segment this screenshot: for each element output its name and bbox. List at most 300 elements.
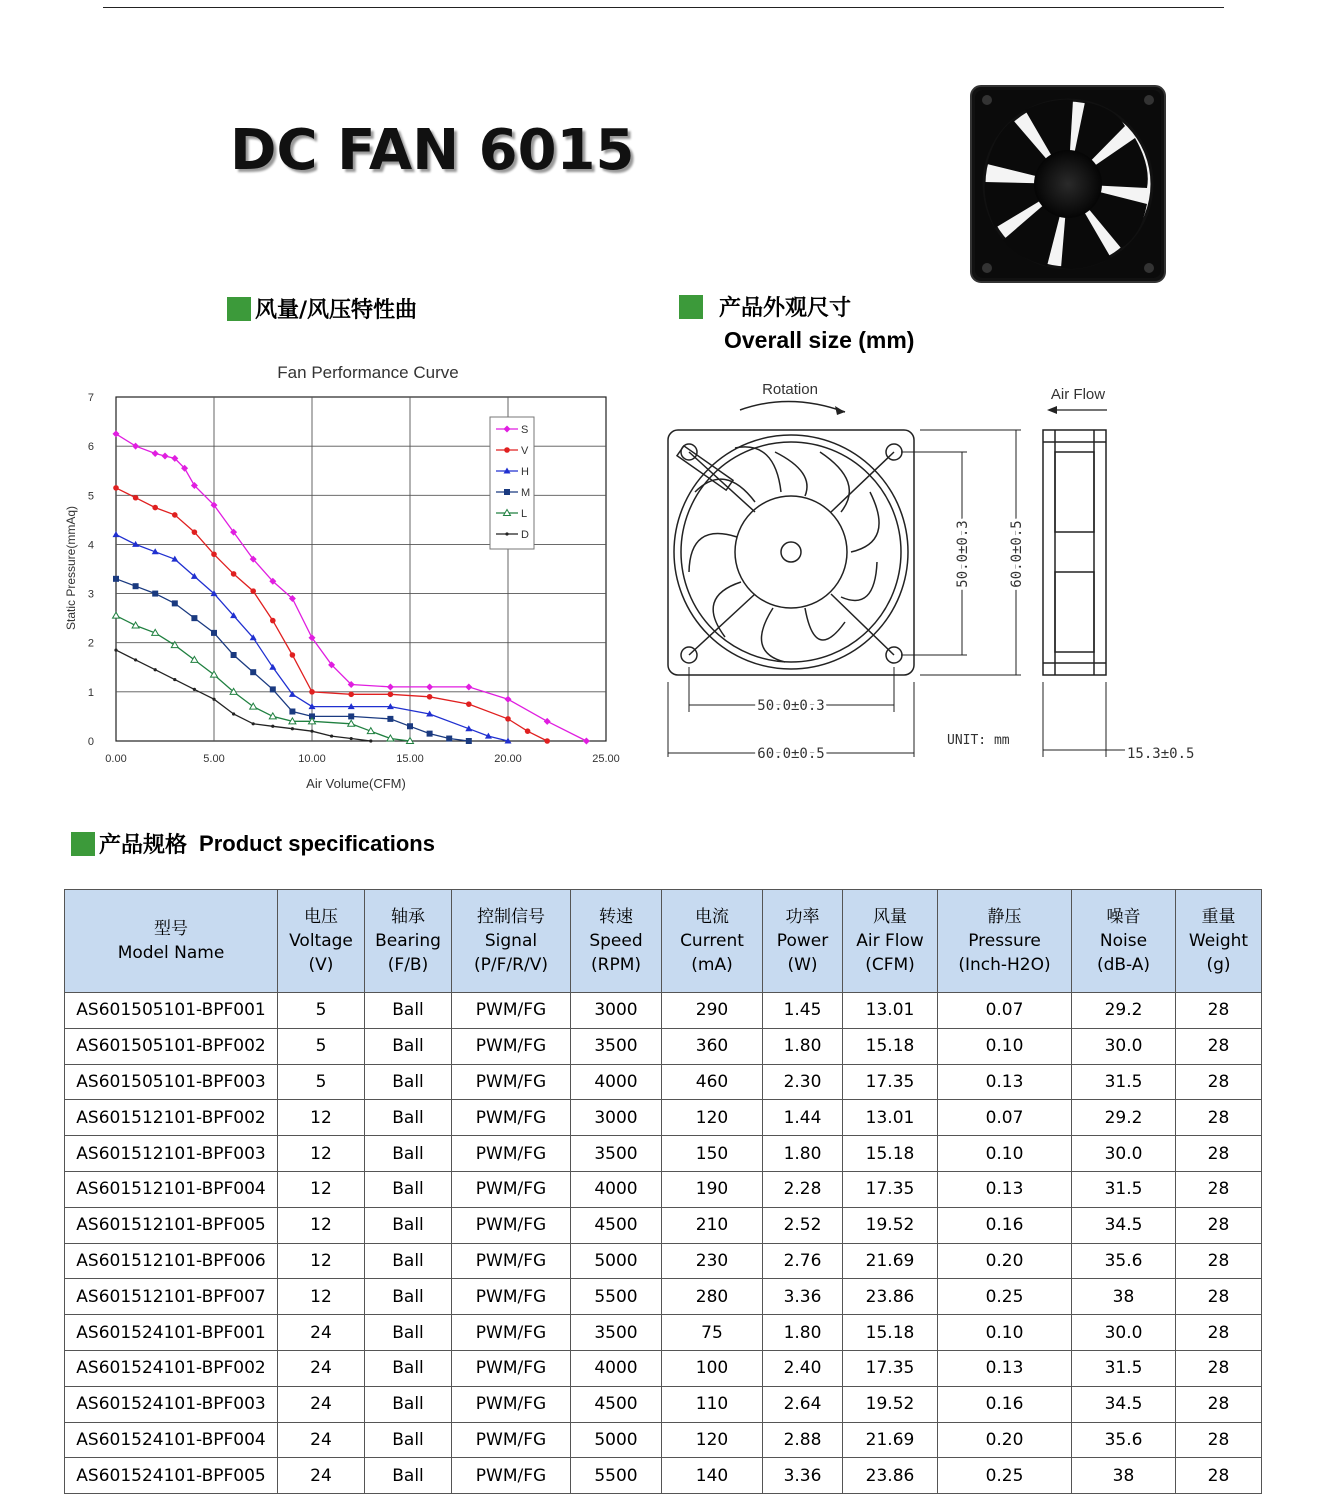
- airflow-label: Air Flow: [1050, 386, 1106, 403]
- data-point: [271, 725, 274, 728]
- x-tick-label: 0.00: [105, 753, 127, 765]
- table-cell: 5000: [571, 1422, 662, 1458]
- table-cell: 460: [662, 1064, 763, 1100]
- curve-section-heading: [227, 293, 417, 324]
- green-square-icon: [679, 295, 703, 319]
- table-cell: AS601524101-BPF001: [65, 1315, 278, 1351]
- table-cell: 23.86: [843, 1279, 938, 1315]
- data-point: [269, 713, 276, 719]
- column-header: [938, 890, 1072, 993]
- table-cell: PWM/FG: [452, 1207, 571, 1243]
- data-point: [525, 728, 531, 734]
- table-cell: AS601524101-BPF004: [65, 1422, 278, 1458]
- column-header: [452, 890, 571, 993]
- column-header: [763, 890, 843, 993]
- table-cell: 230: [662, 1243, 763, 1279]
- table-cell: 5000: [571, 1243, 662, 1279]
- page-title: DC FAN 6015: [230, 118, 635, 183]
- table-cell: 31.5: [1072, 1064, 1176, 1100]
- column-header: [662, 890, 763, 993]
- table-cell: 4000: [571, 1064, 662, 1100]
- spec-heading-en: Product specifications: [199, 830, 435, 856]
- table-cell: Ball: [365, 1386, 452, 1422]
- data-point: [446, 736, 452, 742]
- table-cell: 1.80: [763, 1028, 843, 1064]
- table-cell: 0.07: [938, 993, 1072, 1029]
- y-tick-label: 4: [87, 539, 94, 552]
- table-cell: AS601524101-BPF005: [65, 1458, 278, 1494]
- table-cell: 100: [662, 1350, 763, 1386]
- table-cell: 280: [662, 1279, 763, 1315]
- table-cell: 75: [662, 1315, 763, 1351]
- data-point: [113, 612, 120, 618]
- data-point: [465, 683, 472, 690]
- table-row: [65, 1386, 1262, 1422]
- chart-title: Fan Performance Curve: [277, 363, 459, 382]
- table-cell: PWM/FG: [452, 1136, 571, 1172]
- dim-outer-horizontal: 60.0±0.5: [757, 746, 825, 762]
- column-header: [1176, 890, 1262, 993]
- table-cell: AS601512101-BPF007: [65, 1279, 278, 1315]
- table-cell: PWM/FG: [452, 1028, 571, 1064]
- data-point: [152, 505, 158, 511]
- data-point: [504, 489, 510, 495]
- column-header: [1072, 890, 1176, 993]
- column-header-en: Weight: [1188, 931, 1249, 951]
- data-point: [252, 722, 255, 725]
- data-point: [231, 571, 237, 577]
- table-cell: 0.07: [938, 1100, 1072, 1136]
- y-tick-label: 1: [87, 686, 94, 699]
- table-cell: 0.10: [938, 1315, 1072, 1351]
- table-cell: PWM/FG: [452, 1279, 571, 1315]
- table-cell: 28: [1176, 1171, 1262, 1207]
- table-cell: 110: [662, 1386, 763, 1422]
- x-tick-label: 15.00: [396, 753, 424, 765]
- data-point: [193, 688, 196, 691]
- table-cell: 4500: [571, 1207, 662, 1243]
- table-cell: 2.40: [763, 1350, 843, 1386]
- table-cell: PWM/FG: [452, 1100, 571, 1136]
- column-header-en: Bearing: [375, 931, 441, 951]
- table-cell: 24: [278, 1458, 365, 1494]
- table-row: [65, 1136, 1262, 1172]
- table-cell: 3.36: [763, 1458, 843, 1494]
- table-cell: 0.25: [938, 1458, 1072, 1494]
- y-tick-label: 3: [87, 588, 94, 601]
- series-L: [113, 612, 414, 743]
- data-point: [310, 730, 313, 733]
- column-header-cn: 转速: [599, 907, 633, 927]
- data-point: [504, 447, 510, 453]
- dim-inner-horizontal: 50.0±0.3: [757, 698, 825, 714]
- table-row: [65, 1171, 1262, 1207]
- table-cell: 17.35: [843, 1064, 938, 1100]
- table-cell: Ball: [365, 1279, 452, 1315]
- table-cell: 15.18: [843, 1136, 938, 1172]
- data-point: [290, 652, 296, 658]
- data-point: [369, 739, 372, 742]
- dim-inner-vertical: 50.0±0.3: [955, 520, 971, 588]
- table-cell: 12: [278, 1207, 365, 1243]
- table-cell: 3500: [571, 1028, 662, 1064]
- data-point: [152, 450, 159, 457]
- data-point: [387, 716, 393, 722]
- fan-performance-chart: [58, 355, 638, 800]
- y-axis-label: Static Pressure(mmAq): [64, 505, 78, 631]
- table-cell: 3000: [571, 1100, 662, 1136]
- column-header: [278, 890, 365, 993]
- table-cell: 28: [1176, 1422, 1262, 1458]
- rotation-arrow: [740, 401, 845, 412]
- table-cell: 0.13: [938, 1350, 1072, 1386]
- table-cell: 28: [1176, 1028, 1262, 1064]
- table-cell: 34.5: [1072, 1386, 1176, 1422]
- table-cell: 2.30: [763, 1064, 843, 1100]
- series-line: [116, 579, 469, 741]
- table-cell: AS601524101-BPF002: [65, 1350, 278, 1386]
- table-row: [65, 1064, 1262, 1100]
- side-view: [1043, 430, 1106, 675]
- table-cell: 120: [662, 1100, 763, 1136]
- table-cell: 5500: [571, 1279, 662, 1315]
- curve-heading-text: 风量/风压特性曲: [255, 298, 418, 323]
- table-cell: 360: [662, 1028, 763, 1064]
- column-header-en: Speed: [589, 931, 643, 951]
- table-cell: 5500: [571, 1458, 662, 1494]
- table-cell: 1.45: [763, 993, 843, 1029]
- table-cell: 0.25: [938, 1279, 1072, 1315]
- table-row: [65, 1458, 1262, 1494]
- table-cell: 120: [662, 1422, 763, 1458]
- data-point: [350, 737, 353, 740]
- column-header-unit: (F/B): [387, 955, 429, 975]
- table-cell: 34.5: [1072, 1207, 1176, 1243]
- data-point: [211, 630, 217, 636]
- column-header-en: Voltage: [289, 931, 353, 951]
- chart-legend: [490, 417, 534, 549]
- data-point: [387, 683, 394, 690]
- table-cell: 29.2: [1072, 1100, 1176, 1136]
- table-cell: Ball: [365, 1100, 452, 1136]
- column-header-cn: 功率: [785, 907, 820, 927]
- table-cell: 28: [1176, 1279, 1262, 1315]
- table-cell: PWM/FG: [452, 1350, 571, 1386]
- column-header: [365, 890, 452, 993]
- column-header-en: Air Flow: [856, 931, 924, 951]
- table-cell: 3500: [571, 1136, 662, 1172]
- data-point: [330, 734, 333, 737]
- table-cell: 13.01: [843, 993, 938, 1029]
- table-cell: 3000: [571, 993, 662, 1029]
- column-header: [65, 890, 278, 993]
- table-cell: AS601512101-BPF002: [65, 1100, 278, 1136]
- table-cell: 15.18: [843, 1028, 938, 1064]
- table-cell: 28: [1176, 1315, 1262, 1351]
- column-header-cn: 风量: [873, 907, 907, 927]
- table-cell: 2.52: [763, 1207, 843, 1243]
- series-V: [113, 485, 550, 744]
- table-cell: 31.5: [1072, 1171, 1176, 1207]
- table-row: [65, 1350, 1262, 1386]
- table-cell: Ball: [365, 1422, 452, 1458]
- table-cell: 1.80: [763, 1136, 843, 1172]
- rotation-label: Rotation: [762, 381, 818, 398]
- table-cell: 28: [1176, 1350, 1262, 1386]
- table-cell: 0.20: [938, 1243, 1072, 1279]
- spec-table: [64, 889, 1262, 1494]
- data-point: [232, 712, 235, 715]
- size-heading-text: 产品外观尺寸: [719, 296, 852, 321]
- table-cell: AS601505101-BPF003: [65, 1064, 278, 1100]
- column-header-en: Power: [776, 931, 829, 951]
- data-point: [114, 648, 117, 651]
- table-row: [65, 1100, 1262, 1136]
- column-header-unit: (mA): [691, 955, 733, 975]
- table-cell: 13.01: [843, 1100, 938, 1136]
- y-tick-label: 7: [87, 392, 94, 404]
- data-point: [348, 692, 354, 698]
- table-cell: Ball: [365, 1350, 452, 1386]
- data-point: [162, 452, 169, 459]
- y-tick-label: 2: [87, 637, 94, 650]
- size-subheading: Overall size (mm): [724, 327, 915, 353]
- data-point: [388, 692, 394, 698]
- table-cell: AS601512101-BPF006: [65, 1243, 278, 1279]
- column-header-unit: (P/F/R/V): [474, 955, 548, 975]
- data-point: [289, 709, 295, 715]
- top-rule: [103, 7, 1224, 8]
- table-cell: 19.52: [843, 1386, 938, 1422]
- data-point: [250, 588, 256, 594]
- column-header-cn: 控制信号: [477, 907, 545, 927]
- table-cell: 12: [278, 1243, 365, 1279]
- table-cell: PWM/FG: [452, 1243, 571, 1279]
- data-point: [291, 727, 294, 730]
- table-cell: 23.86: [843, 1458, 938, 1494]
- data-point: [231, 652, 237, 658]
- legend-label: V: [521, 445, 529, 457]
- column-header: [843, 890, 938, 993]
- data-point: [427, 694, 433, 700]
- data-point: [505, 532, 508, 535]
- data-point: [192, 529, 198, 535]
- fan-photo: [965, 78, 1171, 290]
- table-cell: PWM/FG: [452, 1386, 571, 1422]
- column-header-unit: (V): [308, 955, 334, 975]
- table-cell: 3.36: [763, 1279, 843, 1315]
- fan-dimension-drawing: [655, 372, 1215, 772]
- table-cell: 28: [1176, 1207, 1262, 1243]
- legend-label: L: [521, 508, 528, 520]
- column-header-cn: 轴承: [391, 907, 425, 927]
- table-cell: 28: [1176, 993, 1262, 1029]
- table-cell: Ball: [365, 1315, 452, 1351]
- table-cell: 31.5: [1072, 1350, 1176, 1386]
- data-point: [113, 531, 120, 537]
- table-cell: 12: [278, 1279, 365, 1315]
- data-point: [211, 551, 217, 557]
- data-point: [505, 696, 512, 703]
- column-header-unit: (CFM): [865, 955, 915, 975]
- data-point: [250, 669, 256, 675]
- data-point: [348, 713, 354, 719]
- column-header-unit: (W): [787, 955, 818, 975]
- spec-section-heading: [71, 828, 435, 859]
- table-cell: 30.0: [1072, 1136, 1176, 1172]
- data-point: [133, 583, 139, 589]
- data-point: [113, 485, 119, 491]
- table-cell: Ball: [365, 1458, 452, 1494]
- table-cell: Ball: [365, 1243, 452, 1279]
- data-point: [113, 430, 120, 437]
- data-point: [173, 678, 176, 681]
- table-cell: 30.0: [1072, 1028, 1176, 1064]
- table-cell: 2.64: [763, 1386, 843, 1422]
- column-header-en: Signal: [484, 931, 538, 951]
- column-header: [571, 890, 662, 993]
- table-cell: PWM/FG: [452, 1315, 571, 1351]
- data-point: [132, 443, 139, 450]
- table-cell: PWM/FG: [452, 1064, 571, 1100]
- table-cell: Ball: [365, 1028, 452, 1064]
- data-point: [132, 541, 139, 547]
- x-tick-label: 5.00: [203, 753, 225, 765]
- table-cell: AS601524101-BPF003: [65, 1386, 278, 1422]
- dim-thickness: 15.3±0.5: [1127, 746, 1195, 762]
- data-point: [309, 689, 315, 695]
- table-cell: AS601505101-BPF002: [65, 1028, 278, 1064]
- size-section-heading: [679, 291, 851, 322]
- green-square-icon: [227, 297, 251, 321]
- table-cell: 0.10: [938, 1136, 1072, 1172]
- table-cell: 17.35: [843, 1350, 938, 1386]
- data-point: [270, 686, 276, 692]
- column-header-cn: 电压: [304, 907, 338, 927]
- data-point: [583, 738, 590, 745]
- table-row: [65, 1422, 1262, 1458]
- legend-label: D: [521, 529, 529, 541]
- table-row: [65, 1207, 1262, 1243]
- table-cell: 1.80: [763, 1315, 843, 1351]
- table-cell: PWM/FG: [452, 1171, 571, 1207]
- data-point: [426, 683, 433, 690]
- table-cell: 38: [1072, 1458, 1176, 1494]
- table-cell: 5: [278, 1064, 365, 1100]
- y-tick-label: 0: [87, 736, 94, 748]
- table-body: [65, 993, 1262, 1494]
- data-point: [544, 738, 550, 744]
- x-tick-labels: [105, 753, 619, 765]
- table-cell: 210: [662, 1207, 763, 1243]
- green-square-icon: [71, 832, 95, 856]
- front-view: [668, 430, 914, 675]
- table-cell: 29.2: [1072, 993, 1176, 1029]
- table-cell: 4000: [571, 1350, 662, 1386]
- series-D: [114, 648, 372, 742]
- column-header-unit: (RPM): [591, 955, 641, 975]
- data-point: [270, 618, 276, 624]
- table-cell: AS601512101-BPF003: [65, 1136, 278, 1172]
- table-cell: 28: [1176, 1064, 1262, 1100]
- data-point: [466, 701, 472, 707]
- table-cell: 28: [1176, 1136, 1262, 1172]
- table-cell: PWM/FG: [452, 1458, 571, 1494]
- data-point: [544, 718, 551, 725]
- column-header-en: Model Name: [117, 943, 225, 963]
- data-point: [172, 600, 178, 606]
- table-cell: Ball: [365, 1064, 452, 1100]
- table-cell: 0.13: [938, 1171, 1072, 1207]
- table-row: [65, 1243, 1262, 1279]
- table-cell: AS601512101-BPF005: [65, 1207, 278, 1243]
- table-cell: 2.76: [763, 1243, 843, 1279]
- table-cell: 28: [1176, 1243, 1262, 1279]
- table-cell: 12: [278, 1171, 365, 1207]
- series-line: [116, 488, 547, 741]
- table-row: [65, 993, 1262, 1029]
- x-tick-label: 10.00: [298, 753, 326, 765]
- legend-label: M: [521, 487, 531, 499]
- table-cell: 17.35: [843, 1171, 938, 1207]
- table-cell: 4000: [571, 1171, 662, 1207]
- data-point: [427, 731, 433, 737]
- table-cell: 21.69: [843, 1243, 938, 1279]
- table-cell: 19.52: [843, 1207, 938, 1243]
- table-cell: 2.28: [763, 1171, 843, 1207]
- legend-label: S: [521, 424, 529, 436]
- table-row: [65, 1315, 1262, 1351]
- data-point: [152, 591, 158, 597]
- data-point: [191, 615, 197, 621]
- table-row: [65, 1028, 1262, 1064]
- table-cell: Ball: [365, 1207, 452, 1243]
- data-point: [505, 716, 511, 722]
- data-point: [466, 738, 472, 744]
- column-header-unit: (g): [1206, 955, 1231, 975]
- table-cell: 12: [278, 1100, 365, 1136]
- table-cell: 24: [278, 1350, 365, 1386]
- table-cell: 12: [278, 1136, 365, 1172]
- table-cell: 28: [1176, 1100, 1262, 1136]
- table-cell: 5: [278, 1028, 365, 1064]
- table-cell: 30.0: [1072, 1315, 1176, 1351]
- table-cell: 0.20: [938, 1422, 1072, 1458]
- table-cell: 290: [662, 993, 763, 1029]
- data-point: [407, 723, 413, 729]
- table-cell: AS601505101-BPF001: [65, 993, 278, 1029]
- table-cell: 3500: [571, 1315, 662, 1351]
- column-header-unit: (dB-A): [1096, 955, 1151, 975]
- table-cell: 4500: [571, 1386, 662, 1422]
- column-header-unit: (Inch-H2O): [958, 955, 1051, 975]
- series-line: [116, 616, 410, 741]
- y-tick-labels: [88, 392, 94, 748]
- table-cell: 28: [1176, 1458, 1262, 1494]
- spec-heading-cn: 产品规格: [99, 832, 188, 857]
- column-header-cn: 型号: [154, 919, 188, 939]
- table-cell: 150: [662, 1136, 763, 1172]
- table-cell: 15.18: [843, 1315, 938, 1351]
- table-cell: 35.6: [1072, 1243, 1176, 1279]
- table-cell: Ball: [365, 993, 452, 1029]
- table-row: [65, 1279, 1262, 1315]
- table-cell: 1.44: [763, 1100, 843, 1136]
- table-cell: 190: [662, 1171, 763, 1207]
- column-header-cn: 重量: [1201, 907, 1236, 927]
- table-cell: 2.88: [763, 1422, 843, 1458]
- x-tick-label: 25.00: [592, 753, 620, 765]
